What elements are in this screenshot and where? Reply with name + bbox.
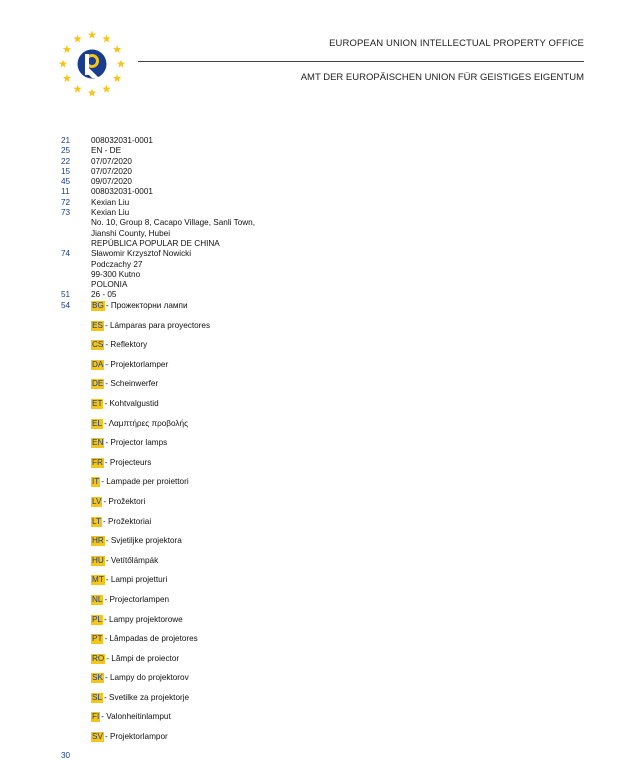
- translation-text: - Lampy do projektorov: [104, 673, 189, 683]
- translation-row: [91, 712, 591, 732]
- language-badge: HR: [92, 536, 104, 546]
- field-row: [61, 136, 601, 146]
- field-value-line: Jianshi County, Hubei: [91, 228, 171, 238]
- star-icon: [113, 45, 121, 53]
- field-value-line: 07/07/2020: [91, 166, 132, 176]
- field-value-line: REPÚBLICA POPULAR DE CHINA: [91, 238, 220, 248]
- language-badge: IT: [92, 477, 100, 487]
- header-office-name-de: AMT DER EUROPÄISCHEN UNION FÜR GEISTIGES EIGENTUM: [300, 72, 584, 83]
- star-icon: [117, 60, 125, 68]
- language-badge: MT: [92, 575, 104, 585]
- translation-text: - Reflektory: [105, 340, 148, 350]
- field-row: [61, 157, 601, 167]
- language-badge: FR: [92, 457, 103, 467]
- field-value-line: Podczachy 27: [91, 259, 143, 269]
- field-value: [91, 290, 117, 300]
- translation-text: - Prožektori: [103, 496, 146, 506]
- field-value-line: 09/07/2020: [91, 177, 132, 187]
- translation-text: - Lampy projektorowe: [104, 614, 183, 624]
- field-row: [61, 167, 601, 177]
- field-code: 54: [61, 300, 71, 310]
- field-value: [91, 146, 121, 156]
- page-code: 30: [61, 751, 71, 760]
- translation-row: [91, 340, 591, 360]
- field-code: 11: [61, 187, 70, 197]
- language-badge: EL: [92, 418, 103, 428]
- star-icon: [88, 31, 96, 39]
- field-code: 72: [61, 197, 71, 207]
- field-code: 15: [61, 166, 71, 176]
- translation-text: - Scheinwerfer: [105, 379, 159, 389]
- language-badge: PL: [92, 614, 103, 624]
- field-value-line: Kexian Liu: [91, 208, 130, 218]
- field-value-line: 008032031-0001: [91, 187, 153, 197]
- star-icon: [102, 85, 110, 93]
- translation-text: - Λαμπτήρες προβολής: [104, 418, 189, 428]
- field-code: 21: [61, 136, 71, 145]
- header-office-name-en: EUROPEAN UNION INTELLECTUAL PROPERTY OFFICE: [329, 38, 584, 49]
- translation-row: [91, 477, 591, 497]
- translation-text: - Kohtvalgustid: [104, 398, 159, 408]
- translation-row: [91, 301, 591, 321]
- euipo-emblem-icon: [78, 50, 107, 79]
- translation-text: - Lampi projetturi: [105, 575, 168, 585]
- translation-row: [91, 693, 591, 713]
- translation-row: [91, 595, 591, 615]
- translation-row: [91, 673, 591, 693]
- language-badge: CS: [92, 340, 104, 350]
- translation-row: [91, 497, 591, 517]
- translation-row: [91, 634, 591, 654]
- product-translations: [91, 301, 591, 752]
- translation-row: [91, 732, 591, 752]
- field-value-line: 008032031-0001: [91, 136, 153, 145]
- field-value: [91, 167, 132, 177]
- star-icon: [63, 45, 71, 53]
- language-badge: HU: [92, 555, 104, 565]
- record-fields: [61, 136, 601, 311]
- field-value: [91, 187, 153, 197]
- field-row: [61, 198, 601, 208]
- translation-row: [91, 458, 591, 478]
- field-value-line: 99-300 Kutno: [91, 269, 141, 279]
- translation-row: [91, 321, 591, 341]
- translation-text: - Projecteurs: [104, 457, 152, 467]
- star-icon: [73, 34, 81, 42]
- translation-text: - Прожекторни лампи: [105, 301, 188, 310]
- field-code: 73: [61, 208, 71, 218]
- star-icon: [88, 89, 96, 97]
- language-badge: NL: [92, 594, 103, 604]
- field-value: [91, 157, 132, 167]
- field-value-line: No. 10, Group 8, Cacapo Village, Sanli Town,: [91, 218, 256, 228]
- translation-text: - Lampade per proiettori: [101, 477, 189, 487]
- translation-row: [91, 575, 591, 595]
- translation-text: - Projektorlampor: [104, 732, 168, 742]
- field-code: 45: [61, 177, 71, 187]
- language-badge: PT: [92, 634, 103, 644]
- translation-text: - Vetítőlámpák: [105, 555, 159, 565]
- translation-text: - Svetilke za projektorje: [104, 692, 190, 702]
- field-row: [61, 249, 601, 290]
- euipo-logo: [56, 28, 128, 100]
- language-badge: BG: [92, 301, 104, 310]
- translation-text: - Lámparas para proyectores: [104, 320, 211, 330]
- translation-row: [91, 438, 591, 458]
- language-badge: RO: [92, 653, 105, 663]
- field-value: [91, 198, 129, 208]
- field-value-line: POLONIA: [91, 280, 128, 290]
- field-row: [61, 177, 601, 187]
- field-code: 74: [61, 249, 71, 259]
- field-value: [91, 249, 191, 290]
- field-row: [61, 146, 601, 156]
- language-badge: DE: [92, 379, 104, 389]
- translation-row: [91, 536, 591, 556]
- star-icon: [113, 74, 121, 82]
- language-badge: FI: [92, 712, 100, 722]
- translation-text: - Projectorlampen: [104, 594, 170, 604]
- field-row: [61, 208, 601, 249]
- field-value: [91, 208, 255, 249]
- star-icon: [59, 60, 67, 68]
- star-icon: [102, 34, 110, 42]
- translation-text: - Svjetiljke projektora: [105, 536, 182, 546]
- translation-text: - Lămpi de proiector: [106, 653, 180, 663]
- field-code: 51: [61, 290, 71, 300]
- star-icon: [73, 85, 81, 93]
- translation-row: [91, 556, 591, 576]
- translation-row: [91, 419, 591, 439]
- language-badge: LT: [92, 516, 101, 526]
- language-badge: SL: [92, 692, 103, 702]
- language-badge: ET: [92, 398, 103, 408]
- field-row: [61, 290, 601, 300]
- translation-text: - Prožektoriai: [102, 516, 152, 526]
- language-badge: SV: [92, 732, 103, 742]
- field-code: 22: [61, 156, 71, 166]
- translation-row: [91, 379, 591, 399]
- translation-text: - Projektorlamper: [105, 359, 169, 369]
- field-value-line: 07/07/2020: [91, 156, 132, 166]
- translation-text: - Projector lamps: [105, 438, 168, 448]
- field-value: [91, 136, 153, 146]
- translation-row: [91, 360, 591, 380]
- language-badge: DA: [92, 359, 104, 369]
- field-value-line: EN - DE: [91, 146, 122, 156]
- translation-row: [91, 517, 591, 537]
- language-badge: SK: [92, 673, 103, 683]
- translation-row: [91, 654, 591, 674]
- field-value-line: Sławomir Krzysztof Nowicki: [91, 249, 192, 259]
- translation-text: - Valonheitinlamput: [101, 712, 171, 722]
- header-divider: [138, 61, 584, 62]
- translation-row: [91, 399, 591, 419]
- field-value-line: 26 - 05: [91, 290, 117, 300]
- language-badge: ES: [92, 320, 103, 330]
- translation-text: - Lâmpadas de projetores: [104, 634, 198, 644]
- field-value-line: Kexian Liu: [91, 197, 130, 207]
- language-badge: EN: [92, 438, 104, 448]
- language-badge: LV: [92, 496, 102, 506]
- field-row: [61, 187, 601, 197]
- field-code: 25: [61, 146, 71, 156]
- translation-row: [91, 615, 591, 635]
- star-icon: [63, 74, 71, 82]
- field-value: [91, 177, 132, 187]
